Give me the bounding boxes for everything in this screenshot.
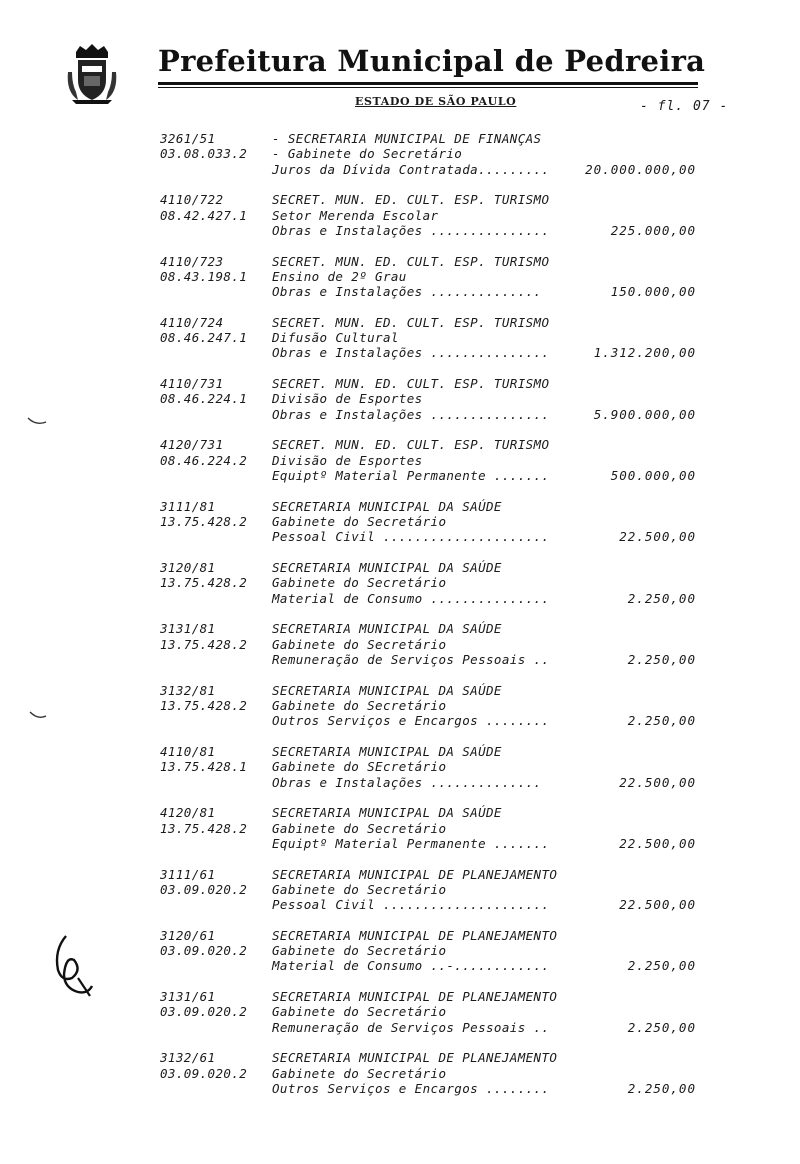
entry-description — [272, 315, 602, 361]
entry-description — [272, 131, 602, 177]
entry-amount: 22.500,00 — [619, 774, 696, 790]
entry-codes — [160, 744, 270, 775]
entry-amount: 5.900.000,00 — [593, 406, 696, 422]
budget-code: 3132/81 — [160, 682, 216, 698]
program-code: 08.46.224.1 — [160, 391, 248, 407]
unit-line: Gabinete do Secretário — [272, 1065, 447, 1081]
department-line: SECRET. MUN. ED. CULT. ESP. TURISMO — [272, 314, 550, 330]
unit-line: Gabinete do Secretário — [272, 1004, 447, 1020]
item-line: Outros Serviços e Encargos ........ — [272, 713, 550, 729]
entry-amount: 225.000,00 — [610, 222, 696, 238]
entry-description — [272, 683, 602, 729]
entry-amount: 1.312.200,00 — [593, 345, 696, 361]
ledger-entry — [160, 683, 720, 744]
budget-code: 3261/51 — [160, 131, 216, 146]
item-line: Pessoal Civil ..................... — [272, 529, 550, 545]
page-title: Prefeitura Municipal de Pedreira — [158, 44, 706, 78]
item-line: Obras e Instalações .............. — [272, 284, 542, 300]
ledger-entry — [160, 805, 720, 866]
ledger-entry — [160, 560, 720, 621]
department-line: SECRETARIA MUNICIPAL DA SAÚDE — [272, 805, 502, 821]
margin-mark — [26, 414, 48, 428]
entry-codes — [160, 989, 270, 1020]
ledger-entry — [160, 621, 720, 682]
entry-description — [272, 499, 602, 545]
ledger-entry — [160, 131, 720, 192]
item-line: Pessoal Civil ..................... — [272, 897, 550, 913]
entry-description — [272, 621, 602, 667]
budget-code: 4110/731 — [160, 376, 224, 392]
unit-line: - Gabinete do Secretário — [272, 146, 463, 162]
entry-amount: 2.250,00 — [627, 1081, 696, 1097]
item-line: Outros Serviços e Encargos ........ — [272, 1081, 550, 1097]
entry-amount: 150.000,00 — [610, 284, 696, 300]
program-code: 13.75.428.2 — [160, 514, 248, 530]
entry-amount: 22.500,00 — [619, 897, 696, 913]
entries-list — [160, 131, 720, 1112]
item-line: Remuneração de Serviços Pessoais .. — [272, 651, 550, 667]
ledger-entry — [160, 315, 720, 376]
budget-code: 4110/723 — [160, 253, 224, 269]
title-rule-thin — [158, 87, 698, 88]
margin-mark — [28, 708, 48, 722]
budget-code: 4120/81 — [160, 805, 216, 821]
item-line: Material de Consumo ............... — [272, 590, 550, 606]
department-line: SECRETARIA MUNICIPAL DA SAÚDE — [272, 560, 502, 576]
ledger-entry — [160, 867, 720, 928]
department-line: SECRET. MUN. ED. CULT. ESP. TURISMO — [272, 192, 550, 208]
program-code: 13.75.428.2 — [160, 575, 248, 591]
entry-description — [272, 254, 602, 300]
ledger-entry — [160, 192, 720, 253]
entry-codes — [160, 683, 270, 714]
entry-amount: 2.250,00 — [627, 958, 696, 974]
program-code: 13.75.428.2 — [160, 820, 248, 836]
department-line: SECRET. MUN. ED. CULT. ESP. TURISMO — [272, 253, 550, 269]
department-line: SECRETARIA MUNICIPAL DE PLANEJAMENTO — [272, 927, 558, 943]
unit-line: Divisão de Esportes — [272, 452, 423, 468]
unit-line: Gabinete do SEcretário — [272, 759, 447, 775]
entry-codes — [160, 621, 270, 652]
entry-description — [272, 192, 602, 238]
entry-description — [272, 744, 602, 790]
ledger-entry — [160, 376, 720, 437]
entry-amount: 500.000,00 — [610, 468, 696, 484]
entry-codes — [160, 192, 270, 223]
department-line: SECRET. MUN. ED. CULT. ESP. TURISMO — [272, 437, 550, 453]
item-line: Juros da Dívida Contratada......... — [272, 161, 550, 177]
state-subtitle: ESTADO DE SÃO PAULO — [355, 95, 517, 108]
item-line: Equiptº Material Permanente ....... — [272, 468, 550, 484]
entry-amount: 2.250,00 — [627, 590, 696, 606]
entry-description — [272, 376, 602, 422]
ledger-entry — [160, 744, 720, 805]
department-line: SECRETARIA MUNICIPAL DA SAÚDE — [272, 498, 502, 514]
entry-amount: 2.250,00 — [627, 1019, 696, 1035]
program-code: 08.43.198.1 — [160, 268, 248, 284]
ledger-entry — [160, 437, 720, 498]
unit-line: Ensino de 2º Grau — [272, 268, 407, 284]
title-rule — [158, 82, 698, 85]
budget-code: 3132/61 — [160, 1050, 216, 1066]
item-line: Obras e Instalações ............... — [272, 345, 550, 361]
item-line: Obras e Instalações ............... — [272, 222, 550, 238]
unit-line: Gabinete do Secretário — [272, 636, 447, 652]
entry-description — [272, 928, 602, 974]
item-line: Remuneração de Serviços Pessoais .. — [272, 1019, 550, 1035]
budget-code: 3120/81 — [160, 560, 216, 576]
entry-amount: 20.000.000,00 — [585, 161, 696, 177]
program-code: 13.75.428.2 — [160, 636, 248, 652]
unit-line: Gabinete do Secretário — [272, 943, 447, 959]
program-code: 03.08.033.2 — [160, 146, 248, 162]
program-code: 03.09.020.2 — [160, 881, 248, 897]
department-line: SECRETARIA MUNICIPAL DE PLANEJAMENTO — [272, 989, 558, 1005]
department-line: SECRETARIA MUNICIPAL DE PLANEJAMENTO — [272, 866, 558, 882]
department-line: SECRETARIA MUNICIPAL DE PLANEJAMENTO — [272, 1050, 558, 1066]
entry-description — [272, 560, 602, 606]
department-line: - SECRETARIA MUNICIPAL DE FINANÇAS — [272, 131, 542, 146]
department-line: SECRETARIA MUNICIPAL DA SAÚDE — [272, 682, 502, 698]
unit-line: Gabinete do Secretário — [272, 575, 447, 591]
unit-line: Difusão Cultural — [272, 330, 399, 346]
entry-codes — [160, 499, 270, 530]
department-line: SECRETARIA MUNICIPAL DA SAÚDE — [272, 621, 502, 637]
budget-code: 4110/81 — [160, 743, 216, 759]
entry-amount: 2.250,00 — [627, 651, 696, 667]
program-code: 13.75.428.2 — [160, 697, 248, 713]
ledger-entry — [160, 928, 720, 989]
item-line: Equiptº Material Permanente ....... — [272, 835, 550, 851]
ledger-entry — [160, 254, 720, 315]
entry-codes — [160, 254, 270, 285]
budget-code: 3120/61 — [160, 927, 216, 943]
entry-description — [272, 989, 602, 1035]
entry-codes — [160, 560, 270, 591]
entry-codes — [160, 437, 270, 468]
program-code: 08.46.224.2 — [160, 452, 248, 468]
page-number: - fl. 07 - — [640, 99, 729, 114]
municipal-crest-icon — [64, 42, 120, 104]
department-line: SECRETARIA MUNICIPAL DA SAÚDE — [272, 743, 502, 759]
unit-line: Divisão de Esportes — [272, 391, 423, 407]
program-code: 03.09.020.2 — [160, 1065, 248, 1081]
budget-code: 3111/81 — [160, 498, 216, 514]
unit-line: Gabinete do Secretário — [272, 881, 447, 897]
program-code: 08.42.427.1 — [160, 207, 248, 223]
budget-code: 4110/724 — [160, 314, 224, 330]
budget-code: 4110/722 — [160, 192, 224, 208]
budget-code: 3111/61 — [160, 866, 216, 882]
entry-amount: 22.500,00 — [619, 529, 696, 545]
entry-codes — [160, 315, 270, 346]
unit-line: Setor Merenda Escolar — [272, 207, 439, 223]
entry-amount: 22.500,00 — [619, 835, 696, 851]
item-line: Obras e Instalações .............. — [272, 774, 542, 790]
entry-description — [272, 867, 602, 913]
budget-code: 3131/61 — [160, 989, 216, 1005]
entry-description — [272, 437, 602, 483]
program-code: 03.09.020.2 — [160, 1004, 248, 1020]
entry-codes — [160, 376, 270, 407]
department-line: SECRET. MUN. ED. CULT. ESP. TURISMO — [272, 376, 550, 392]
item-line: Material de Consumo ..-............ — [272, 958, 550, 974]
entry-codes — [160, 928, 270, 959]
entry-description — [272, 805, 602, 851]
unit-line: Gabinete do Secretário — [272, 697, 447, 713]
program-code: 08.46.247.1 — [160, 330, 248, 346]
entry-amount: 2.250,00 — [627, 713, 696, 729]
budget-code: 4120/731 — [160, 437, 224, 453]
ledger-entry — [160, 989, 720, 1050]
program-code: 13.75.428.1 — [160, 759, 248, 775]
item-line: Obras e Instalações ............... — [272, 406, 550, 422]
program-code: 03.09.020.2 — [160, 943, 248, 959]
handwritten-initial — [48, 930, 96, 1000]
entry-codes — [160, 1050, 270, 1081]
unit-line: Gabinete do Secretário — [272, 514, 447, 530]
ledger-entry — [160, 1050, 720, 1111]
ledger-entry — [160, 499, 720, 560]
budget-code: 3131/81 — [160, 621, 216, 637]
entry-codes — [160, 867, 270, 898]
entry-codes — [160, 805, 270, 836]
unit-line: Gabinete do Secretário — [272, 820, 447, 836]
entry-description — [272, 1050, 602, 1096]
entry-codes — [160, 131, 270, 162]
